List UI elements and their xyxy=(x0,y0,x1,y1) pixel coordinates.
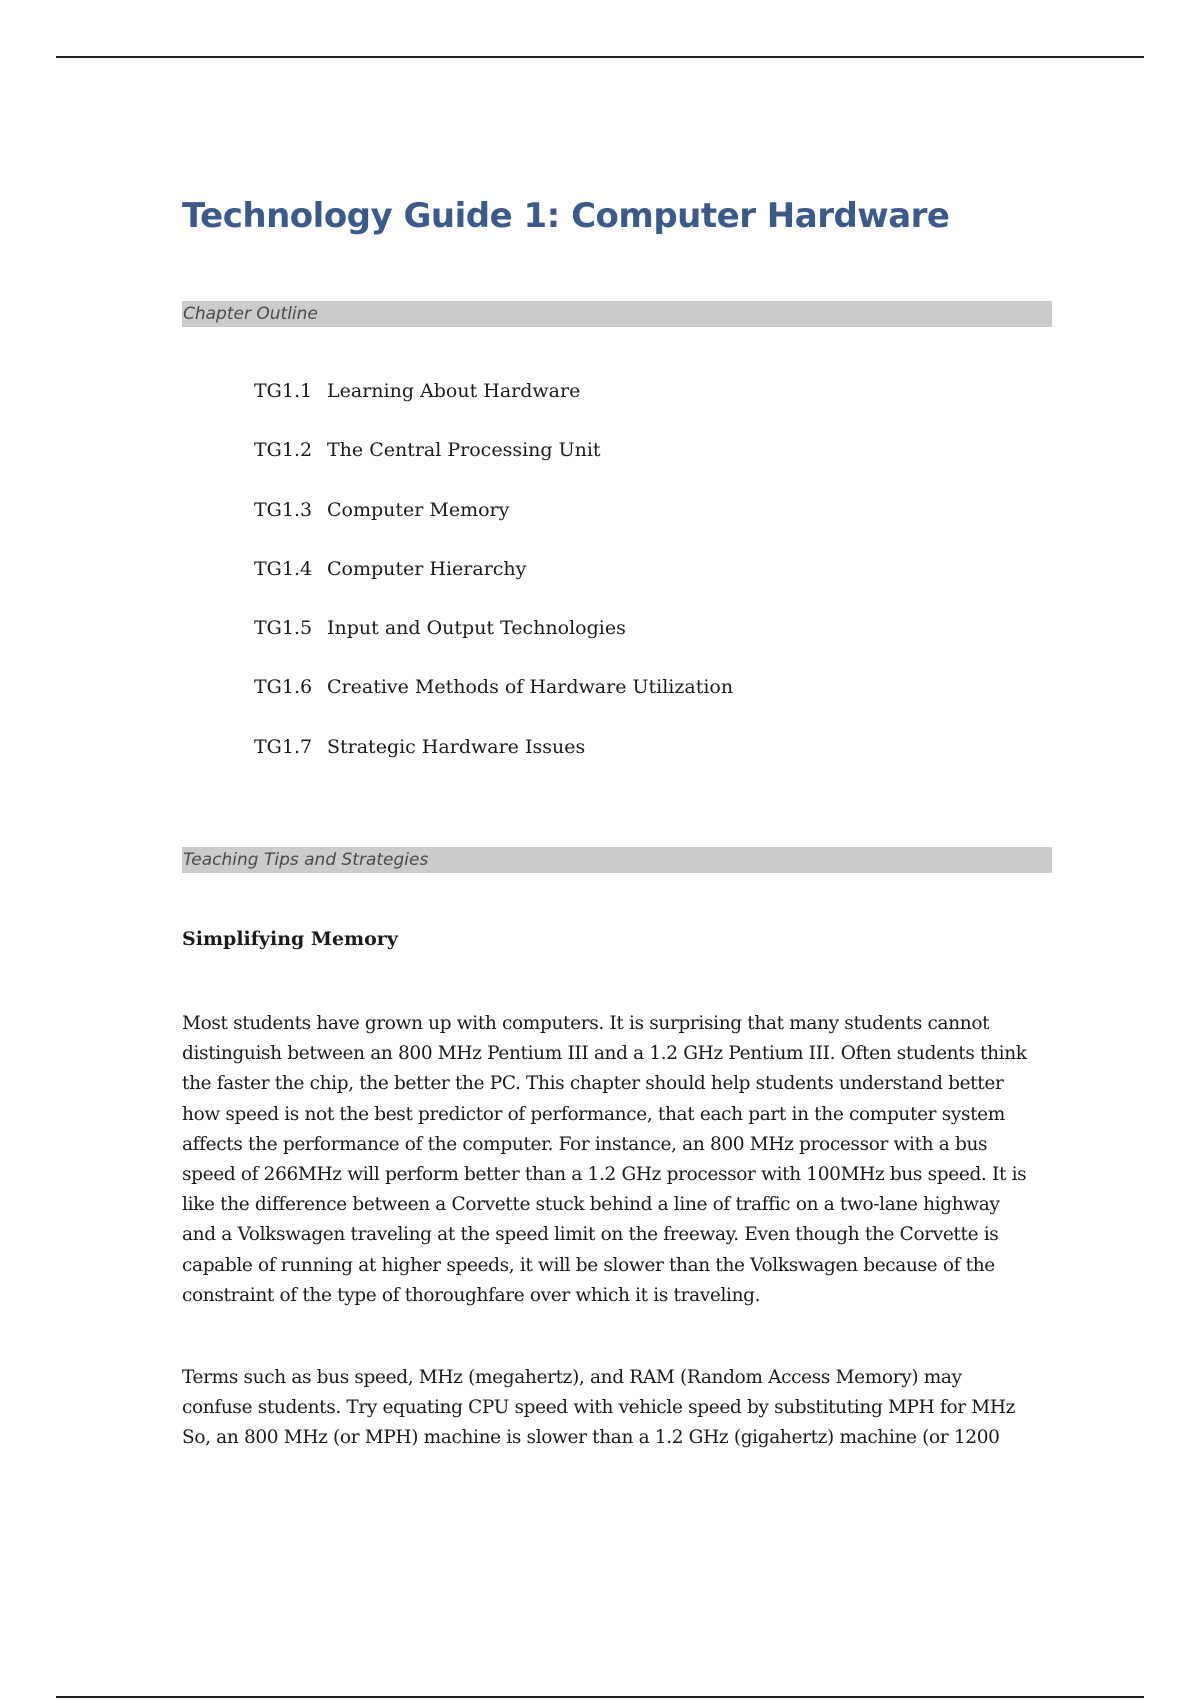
outline-label: Creative Methods of Hardware Utilization xyxy=(327,676,734,699)
paragraph-line: and a Volkswagen traveling at the speed limit on the freeway. Even though the Corvette is xyxy=(182,1224,999,1246)
outline-label: Computer Memory xyxy=(327,498,510,521)
paragraph-line: constraint of the type of thoroughfare over which it is traveling. xyxy=(182,1284,761,1306)
outline-item xyxy=(254,617,733,676)
outline-label: Strategic Hardware Issues xyxy=(327,735,586,758)
outline-label: Input and Output Technologies xyxy=(327,617,626,640)
outline-code: TG1.2 xyxy=(254,439,313,462)
outline-code: TG1.7 xyxy=(254,735,313,758)
outline-label: The Central Processing Unit xyxy=(327,439,601,462)
paragraph-line: the faster the chip, the better the PC. This chapter should help students understand better xyxy=(182,1073,1004,1095)
teaching-tips-bar: Teaching Tips and Strategies xyxy=(182,847,1052,873)
outline-code: TG1.4 xyxy=(254,557,313,580)
outline-code: TG1.6 xyxy=(254,676,313,699)
paragraph-line: confuse students. Try equating CPU speed with vehicle speed by substituting MPH for MHz xyxy=(182,1397,1016,1419)
top-rule xyxy=(56,56,1144,58)
outline-item xyxy=(254,558,733,617)
outline-item xyxy=(254,439,733,498)
outline-item xyxy=(254,499,733,558)
outline-label: Learning About Hardware xyxy=(327,380,581,402)
outline-item xyxy=(254,676,733,735)
outline-label: Computer Hierarchy xyxy=(327,557,527,580)
paragraph-line: capable of running at higher speeds, it will be slower than the Volkswagen because of the xyxy=(182,1254,995,1276)
body-paragraph xyxy=(182,1009,1062,1311)
chapter-outline-bar: Chapter Outline xyxy=(182,301,1052,327)
section-subheading: Simplifying Memory xyxy=(182,928,398,950)
paragraph-line: how speed is not the best predictor of performance, that each part in the computer system xyxy=(182,1103,1005,1125)
body-paragraph xyxy=(182,1363,1062,1454)
outline-list xyxy=(254,380,733,795)
outline-item xyxy=(254,380,733,439)
paragraph-line: affects the performance of the computer. For instance, an 800 MHz processor with a bus xyxy=(182,1133,988,1155)
paragraph-line: Most students have grown up with computers. It is surprising that many students cannot xyxy=(182,1013,990,1034)
paragraph-line: speed of 266MHz will perform better than a 1.2 GHz processor with 100MHz bus speed. It is xyxy=(182,1164,1027,1186)
paragraph-line: Terms such as bus speed, MHz (megahertz), and RAM (Random Access Memory) may xyxy=(182,1367,962,1388)
outline-item xyxy=(254,736,733,795)
paragraph-line: distinguish between an 800 MHz Pentium III and a 1.2 GHz Pentium III. Often students think xyxy=(182,1043,1027,1065)
document-title: Technology Guide 1: Computer Hardware xyxy=(182,196,950,236)
paragraph-line: So, an 800 MHz (or MPH) machine is slower than a 1.2 GHz (gigahertz) machine (or 1200 xyxy=(182,1427,1000,1449)
bottom-rule xyxy=(56,1696,1144,1698)
outline-code: TG1.5 xyxy=(254,617,313,640)
outline-code: TG1.3 xyxy=(254,498,313,521)
paragraph-line: like the difference between a Corvette stuck behind a line of traffic on a two-lane highway xyxy=(182,1194,1000,1216)
outline-code: TG1.1 xyxy=(254,380,313,402)
